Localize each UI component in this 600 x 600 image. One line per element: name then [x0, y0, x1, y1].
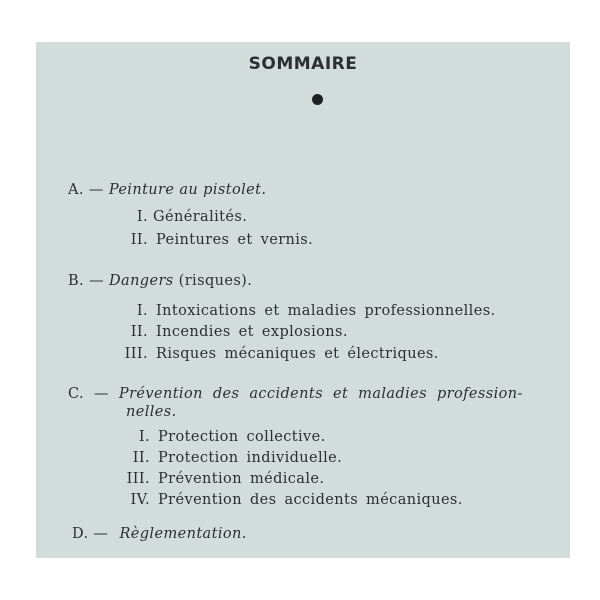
item-text: Protection individuelle.: [158, 450, 343, 466]
toc-item: [126, 209, 247, 225]
item-text: Incendies et explosions.: [156, 324, 348, 340]
item-number: III.: [126, 471, 150, 487]
item-number: IV.: [130, 492, 150, 508]
section-b-heading: [68, 273, 252, 289]
bullet-ornament: [312, 94, 323, 105]
section-letter: B. —: [68, 273, 104, 289]
item-text: Prévention médicale.: [158, 471, 325, 487]
item-number: II.: [132, 450, 150, 466]
section-a-heading: [68, 182, 266, 198]
section-letter: C. —: [68, 386, 109, 402]
item-text: Généralités.: [153, 209, 248, 225]
item-number: II.: [130, 324, 148, 340]
item-text: Prévention des accidents mécaniques.: [158, 492, 463, 508]
section-title: Prévention des accidents et maladies profession-: [118, 386, 523, 402]
toc-item: [120, 346, 439, 362]
toc-item: [122, 492, 463, 508]
section-title: Dangers: [109, 273, 174, 289]
item-number: III.: [124, 346, 148, 362]
item-number: I.: [138, 429, 150, 445]
section-title-suffix: (risques).: [178, 273, 253, 289]
section-d-heading: [72, 526, 247, 542]
toc-item: [122, 450, 342, 466]
section-title-continuation: nelles.: [126, 404, 177, 420]
item-number: I.: [136, 303, 148, 319]
item-text: Peintures et vernis.: [156, 232, 314, 248]
toc-item: [120, 303, 496, 319]
item-text: Protection collective.: [158, 429, 326, 445]
section-c-heading: [68, 386, 523, 402]
section-letter: D. —: [72, 526, 109, 542]
section-title: Règlementation.: [119, 526, 247, 542]
section-title: Peinture au pistolet.: [108, 182, 267, 198]
toc-item: [120, 324, 348, 340]
item-number: II.: [130, 232, 148, 248]
toc-item: [122, 471, 324, 487]
section-letter: A. —: [68, 182, 104, 198]
item-number: I.: [136, 209, 148, 225]
toc-item: [122, 429, 326, 445]
item-text: Risques mécaniques et électriques.: [156, 346, 439, 362]
document-page: [36, 42, 570, 558]
item-text: Intoxications et maladies professionnelles.: [156, 303, 496, 319]
page-title: SOMMAIRE: [248, 54, 358, 74]
toc-item: [126, 232, 313, 248]
